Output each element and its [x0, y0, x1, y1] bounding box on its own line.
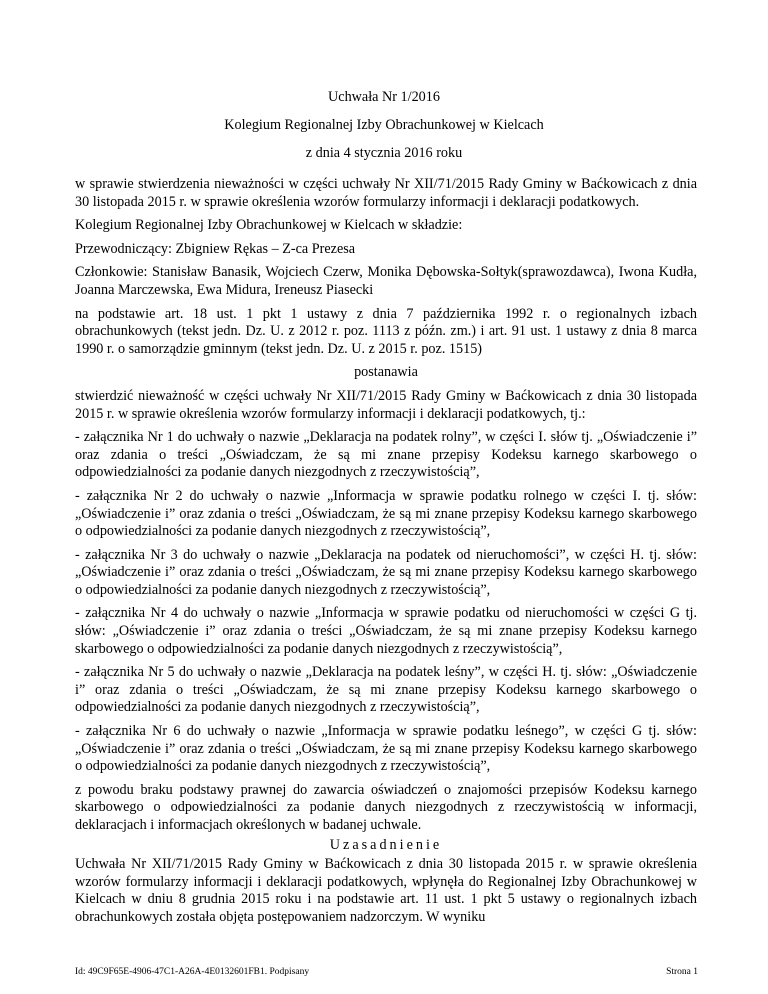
legal-basis-paragraph: na podstawie art. 18 ust. 1 pkt 1 ustawy z dnia 7 października 1992 r. o regionalnych izbach obrachunkowych (tekst jedn. Dz. U. z 2012 r. poz. 1113 z późn. zm.) i art. 91 ust. 1 ustawy z dnia 8 marca 1990 r. o samorządzie gminnym (tekst jedn. Dz. U. z 2015 r. poz. 1515) — [75, 305, 697, 357]
justification-paragraph: Uchwała Nr XII/71/2015 Rady Gminy w Baćkowicach z dnia 30 listopada 2015 r. w sprawie określenia wzorów formularzy informacji i deklaracji podatkowych, wpłynęła do Regionalnej Izby Obrachunkowej w Kielcach w dniu 8 grudnia 2015 roku i na podstawie art. 11 ust. 1 pkt 5 ustawy o regionalnych izbach obrachunkowych została objęta postępowaniem nadzorczym. W wyniku — [75, 856, 697, 925]
list-item: - załącznika Nr 2 do uchwały o nazwie „Informacja w sprawie podatku rolnego w części I. tj. słów: „Oświadczenie i” oraz zdania o treści „Oświadczam, że są mi znane przepisy Kodeksu karnego skarbowego o odpowiedzialności za podanie danych niezgodnych z rzeczywistością”, — [75, 487, 697, 540]
subject-paragraph: w sprawie stwierdzenia nieważności w części uchwały Nr XII/71/2015 Rady Gminy w Baćkowicach z dnia 30 listopada 2015 r. w sprawie określenia wzorów formularzy informacji i deklaracji podatkowych. — [75, 176, 697, 210]
document-body — [75, 176, 697, 933]
list-item: - załącznika Nr 3 do uchwały o nazwie „Deklaracja na podatek od nieruchomości”, w części H. tj. słów: „Oświadczenie i” oraz zdania o treści „Oświadczam, że są mi znane przepisy Kodeksu karnego skarbowego o odpowiedzialności za podanie danych niezgodnych z rzeczywistością”, — [75, 546, 697, 598]
members-paragraph: Członkowie: Stanisław Banasik, Wojciech Czerw, Monika Dębowska-Sołtyk(sprawozdawca), Iwona Kudła, Joanna Marczewska, Ewa Midura, Ireneusz Piasecki — [75, 264, 697, 298]
composition-paragraph: Kolegium Regionalnej Izby Obrachunkowej w Kielcach w składzie: — [75, 217, 463, 234]
decision-heading: postanawia — [354, 364, 418, 381]
document-id: Id: 49C9F65E-4906-47C1-A26A-4E0132601FB1. Podpisany — [75, 967, 310, 977]
list-item: - załącznika Nr 4 do uchwały o nazwie „Informacja w sprawie podatku od nieruchomości w części G tj. słów: „Oświadczenie i” oraz zdania o treści „Oświadczam, że są mi znane przepisy Kodeksu karnego skarbowego o odpowiedzialności za podanie danych niezgodnych z rzeczywistością”, — [75, 605, 697, 657]
resolution-title: Uchwała Nr 1/2016 — [328, 89, 440, 105]
list-item: - załącznika Nr 5 do uchwały o nazwie „Deklaracja na podatek leśny”, w części H. tj. słów: „Oświadczenie i” oraz zdania o treści „Oświadczam, że są mi znane przepisy Kodeksu karnego skarbowego o odpowiedzialności za podanie danych niezgodnych z rzeczywistością”, — [75, 664, 697, 716]
list-item: - załącznika Nr 1 do uchwały o nazwie „Deklaracja na podatek rolny”, w części I. słów tj. „Oświadczenie i” oraz zdania o treści „Oświadczam, że są mi znane przepisy Kodeksu karnego skarbowego o odpowiedzialności za podanie danych niezgodnych z rzeczywistością”, — [75, 429, 697, 481]
justification-heading: Uzasadnienie — [329, 836, 443, 853]
resolution-date: z dnia 4 stycznia 2016 roku — [305, 145, 463, 161]
list-item: - załącznika Nr 6 do uchwały o nazwie „Informacja w sprawie podatku leśnego”, w części G tj. słów: „Oświadczenie i” oraz zdania o treści „Oświadczam, że są mi znane przepisy Kodeksu karnego skarbowego o odpowiedzialności za podanie danych niezgodnych z rzeczywistością”, — [75, 723, 697, 775]
decision-intro: stwierdzić nieważność w części uchwały Nr XII/71/2015 Rady Gminy w Baćkowicach z dnia 30 listopada 2015 r. w sprawie określenia wzorów formularzy informacji i deklaracji podatkowych, tj.: — [75, 387, 697, 422]
resolution-header — [0, 89, 768, 165]
reason-paragraph: z powodu braku podstawy prawnej do zawarcia oświadczeń o znajomości przepisów Kodeksu karnego skarbowego o odpowiedzialności za podanie danych niezgodnych z rzeczywistością w informacji, deklaracjach i informacjach określonych w badanej uchwale. — [75, 781, 697, 833]
chairman-paragraph: Przewodniczący: Zbigniew Rękas – Z-ca Prezesa — [75, 240, 356, 257]
page-number: Strona 1 — [666, 967, 698, 977]
resolution-issuer: Kolegium Regionalnej Izby Obrachunkowej w Kielcach — [224, 117, 544, 133]
